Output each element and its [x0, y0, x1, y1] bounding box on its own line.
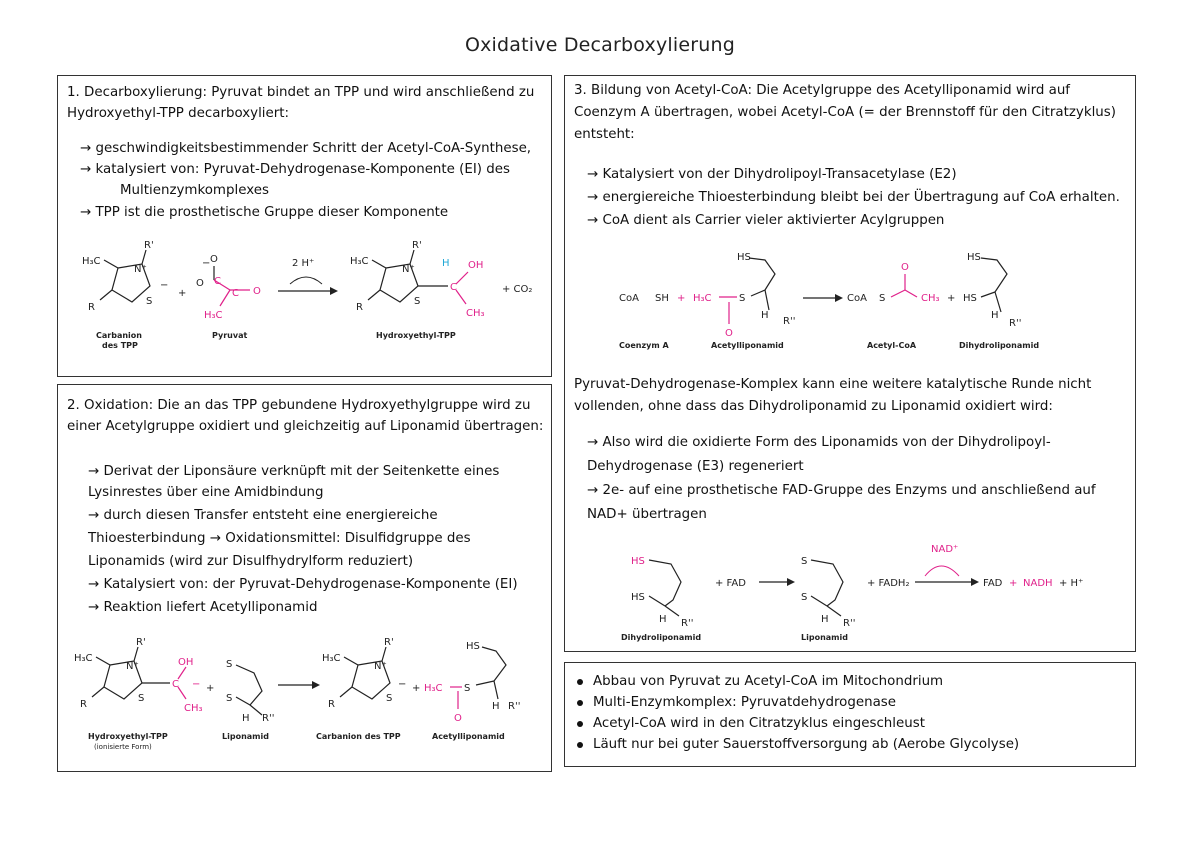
- bullet-text: Acetyl-CoA wird in den Citratzyklus eingeschleust: [593, 716, 925, 731]
- label-liponamid: Liponamid: [801, 633, 848, 642]
- para-line: vollenden, ohne dass das Dihydroliponamid zu Liponamid oxidiert wird:: [574, 399, 1053, 414]
- svg-text:N⁺: N⁺: [126, 661, 139, 672]
- svg-text:R'': R'': [783, 316, 796, 327]
- svg-text:H: H: [821, 614, 829, 625]
- svg-text:+: +: [947, 293, 956, 304]
- svg-text:+: +: [206, 683, 215, 694]
- list-item: → Also wird die oxidierte Form des Liponamids von der Dihydrolipoyl-: [587, 435, 1051, 450]
- bullet-icon: [577, 721, 583, 727]
- plus-fad-label: + FAD: [715, 578, 746, 589]
- oxidation-diagram: [66, 635, 546, 765]
- nad-label: NAD⁺: [931, 544, 959, 555]
- svg-text:R'': R'': [262, 713, 275, 724]
- label-acetylliponamid: Acetylliponamid: [711, 341, 784, 350]
- list-item: → Derivat der Liponsäure verknüpft mit der Seitenkette eines: [88, 464, 500, 479]
- intro-line: einer Acetylgruppe oxidiert und gleichzeitig auf Liponamid übertragen:: [67, 419, 544, 434]
- svg-text:+: +: [412, 683, 421, 694]
- svg-text:HS: HS: [466, 641, 480, 652]
- svg-text:O: O: [210, 254, 218, 265]
- svg-text:−: −: [398, 679, 407, 690]
- summary-list: [577, 671, 1019, 755]
- svg-text:CH₃: CH₃: [921, 293, 940, 304]
- co2-label: + CO₂: [502, 284, 533, 295]
- list-item: Dehydrogenase (E3) regeneriert: [587, 459, 804, 474]
- svg-text:R': R': [136, 637, 146, 648]
- svg-text:S: S: [739, 293, 746, 304]
- arrow-label: 2 H⁺: [292, 258, 315, 269]
- intro-line: Hydroxyethyl-TPP decarboxyliert:: [67, 106, 290, 121]
- label-liponamid: Liponamid: [222, 732, 269, 741]
- svg-text:S: S: [226, 693, 233, 704]
- svg-text:R: R: [328, 699, 335, 710]
- fad-label: FAD: [983, 578, 1003, 589]
- list-item: → 2e- auf eine prosthetische FAD-Gruppe des Enzyms und anschließend auf: [587, 483, 1096, 498]
- svg-text:C: C: [232, 288, 239, 299]
- svg-text:N⁺: N⁺: [374, 661, 387, 672]
- list-item: → energiereiche Thioesterbindung bleibt bei der Übertragung auf CoA erhalten.: [587, 190, 1120, 205]
- svg-text:R'': R'': [508, 701, 521, 712]
- list-item: → Reaktion liefert Acetylliponamid: [88, 600, 318, 615]
- label-carbanion: Carbanion: [96, 331, 142, 340]
- bullet-icon: [577, 700, 583, 706]
- svg-text:+: +: [178, 288, 187, 299]
- acetyl-coa-diagram: [615, 246, 1115, 356]
- svg-text:H: H: [659, 614, 667, 625]
- list-item: → durch diesen Transfer entsteht eine energiereiche: [88, 508, 438, 523]
- svg-text:O: O: [901, 262, 909, 273]
- decarboxylation-diagram: [70, 236, 545, 366]
- svg-text:H: H: [991, 310, 999, 321]
- svg-text:N⁺: N⁺: [402, 264, 415, 275]
- h-plus-label: + H⁺: [1059, 578, 1084, 589]
- svg-text:HS: HS: [963, 293, 977, 304]
- list-item: → Katalysiert von: der Pyruvat-Dehydrogenase-Komponente (EI): [88, 577, 518, 592]
- list-item: Multienzymkomplexes: [120, 183, 269, 198]
- svg-text:−: −: [160, 280, 169, 291]
- list-item: [577, 713, 1019, 734]
- svg-text:S: S: [386, 693, 393, 704]
- bullet-text: Multi-Enzymkomplex: Pyruvatdehydrogenase: [593, 695, 897, 710]
- svg-text:H: H: [442, 258, 450, 269]
- svg-text:HS: HS: [737, 252, 751, 263]
- intro-line: entsteht:: [574, 127, 635, 142]
- list-item: Lysinrestes über eine Amidbindung: [88, 485, 324, 500]
- label-hydroxyethyl-tpp: Hydroxyethyl-TPP: [376, 331, 456, 340]
- label-des-tpp: des TPP: [102, 341, 138, 350]
- svg-text:O: O: [253, 286, 261, 297]
- svg-text:−: −: [192, 679, 201, 690]
- svg-text:OH: OH: [468, 260, 484, 271]
- label-dihydroliponamid: Dihydroliponamid: [959, 341, 1040, 350]
- list-item: → katalysiert von: Pyruvat-Dehydrogenase-Komponente (EI) des: [80, 162, 510, 177]
- nadh-label: NADH: [1023, 578, 1053, 589]
- plus-fadh2-label: + FADH₂: [867, 578, 910, 589]
- para-line: Pyruvat-Dehydrogenase-Komplex kann eine weitere katalytische Runde nicht: [574, 377, 1092, 392]
- svg-text:R: R: [356, 302, 363, 313]
- svg-text:OH: OH: [178, 657, 194, 668]
- bullet-text: Abbau von Pyruvat zu Acetyl-CoA im Mitochondrium: [593, 674, 944, 689]
- bullet-text: Läuft nur bei guter Sauerstoffversorgung ab (Aerobe Glycolyse): [593, 737, 1020, 752]
- svg-text:S: S: [138, 693, 145, 704]
- svg-text:H: H: [492, 701, 500, 712]
- svg-text:O: O: [196, 278, 204, 289]
- svg-text:SH: SH: [655, 293, 669, 304]
- label-ionisierte-form: (ionisierte Form): [94, 743, 152, 751]
- svg-text:H₃C: H₃C: [693, 293, 712, 304]
- list-item: Thioesterbindung → Oxidationsmittel: Disulfidgruppe des: [88, 531, 471, 546]
- list-item: [577, 734, 1019, 755]
- regeneration-diagram: [615, 536, 1115, 646]
- svg-text:S: S: [879, 293, 886, 304]
- list-item: → CoA dient als Carrier vieler aktivierter Acylgruppen: [587, 213, 945, 228]
- svg-text:R'': R'': [843, 618, 856, 629]
- svg-text:H₃C: H₃C: [74, 653, 93, 664]
- svg-text:H₃C: H₃C: [424, 683, 443, 694]
- list-item: [577, 671, 1019, 692]
- list-item: → Katalysiert von der Dihydrolipoyl-Transacetylase (E2): [587, 167, 957, 182]
- bullet-icon: [577, 742, 583, 748]
- svg-text:R: R: [88, 302, 95, 313]
- list-item: → geschwindigkeitsbestimmender Schritt der Acetyl-CoA-Synthese,: [80, 141, 532, 156]
- svg-text:CH₃: CH₃: [466, 308, 485, 319]
- svg-text:HS: HS: [631, 556, 645, 567]
- svg-text:S: S: [226, 659, 233, 670]
- svg-text:C: C: [172, 679, 179, 690]
- label-carbanion-des-tpp: Carbanion des TPP: [316, 732, 401, 741]
- svg-text:H₃C: H₃C: [350, 256, 369, 267]
- intro-line: 2. Oxidation: Die an das TPP gebundene Hydroxyethylgruppe wird zu: [67, 398, 531, 413]
- label-acetyl-coa: Acetyl-CoA: [867, 341, 917, 350]
- label-dihydroliponamid: Dihydroliponamid: [621, 633, 702, 642]
- svg-text:R'': R'': [1009, 318, 1022, 329]
- list-item: NAD+ übertragen: [587, 507, 707, 522]
- svg-text:H: H: [761, 310, 769, 321]
- svg-text:S: S: [464, 683, 471, 694]
- label-hydroxyethyl-tpp: Hydroxyethyl-TPP: [88, 732, 168, 741]
- section-decarboxylierung: [57, 75, 552, 377]
- list-item: Liponamids (wird zur Disulfhydrylform reduziert): [88, 554, 414, 569]
- intro-line: Coenzym A übertragen, wobei Acetyl-CoA (= der Brennstoff für den Citratzyklus): [574, 105, 1116, 120]
- svg-text:HS: HS: [967, 252, 981, 263]
- section-acetyl-coa: [564, 75, 1136, 652]
- svg-text:R': R': [384, 637, 394, 648]
- hydroxyethyl-tpp-structure: [368, 250, 448, 302]
- page-title: Oxidative Decarboxylierung: [464, 34, 736, 56]
- svg-text:H₃C: H₃C: [322, 653, 341, 664]
- label-acetylliponamid: Acetylliponamid: [432, 732, 505, 741]
- svg-text:−: −: [202, 258, 211, 269]
- svg-text:R: R: [80, 699, 87, 710]
- svg-text:R': R': [144, 240, 154, 251]
- svg-text:S: S: [801, 592, 808, 603]
- svg-text:S: S: [146, 296, 153, 307]
- section-summary: [564, 662, 1136, 767]
- svg-text:N⁺: N⁺: [134, 264, 147, 275]
- svg-text:R': R': [412, 240, 422, 251]
- svg-text:H₃C: H₃C: [82, 256, 101, 267]
- svg-text:H₃C: H₃C: [204, 310, 223, 321]
- section-oxidation: [57, 384, 552, 772]
- label-coenzym-a: Coenzym A: [619, 341, 669, 350]
- carbanion-tpp-structure: [100, 250, 150, 302]
- list-item: [577, 692, 1019, 713]
- label-pyruvat: Pyruvat: [212, 331, 248, 340]
- svg-text:+: +: [1009, 578, 1018, 589]
- svg-text:S: S: [414, 296, 421, 307]
- svg-text:C: C: [214, 276, 221, 287]
- svg-text:R'': R'': [681, 618, 694, 629]
- bullet-icon: [577, 679, 583, 685]
- svg-text:H: H: [242, 713, 250, 724]
- svg-text:O: O: [454, 713, 462, 724]
- svg-text:CH₃: CH₃: [184, 703, 203, 714]
- svg-text:O: O: [725, 328, 733, 339]
- svg-text:C: C: [450, 282, 457, 293]
- list-item: → TPP ist die prosthetische Gruppe dieser Komponente: [80, 205, 449, 220]
- svg-text:HS: HS: [631, 592, 645, 603]
- svg-text:S: S: [801, 556, 808, 567]
- intro-line: 1. Decarboxylierung: Pyruvat bindet an TPP und wird anschließend zu: [67, 85, 535, 100]
- intro-line: 3. Bildung von Acetyl-CoA: Die Acetylgruppe des Acetylliponamid wird auf: [574, 83, 1071, 98]
- svg-text:+: +: [677, 293, 686, 304]
- svg-text:CoA: CoA: [847, 293, 867, 304]
- svg-text:CoA: CoA: [619, 293, 639, 304]
